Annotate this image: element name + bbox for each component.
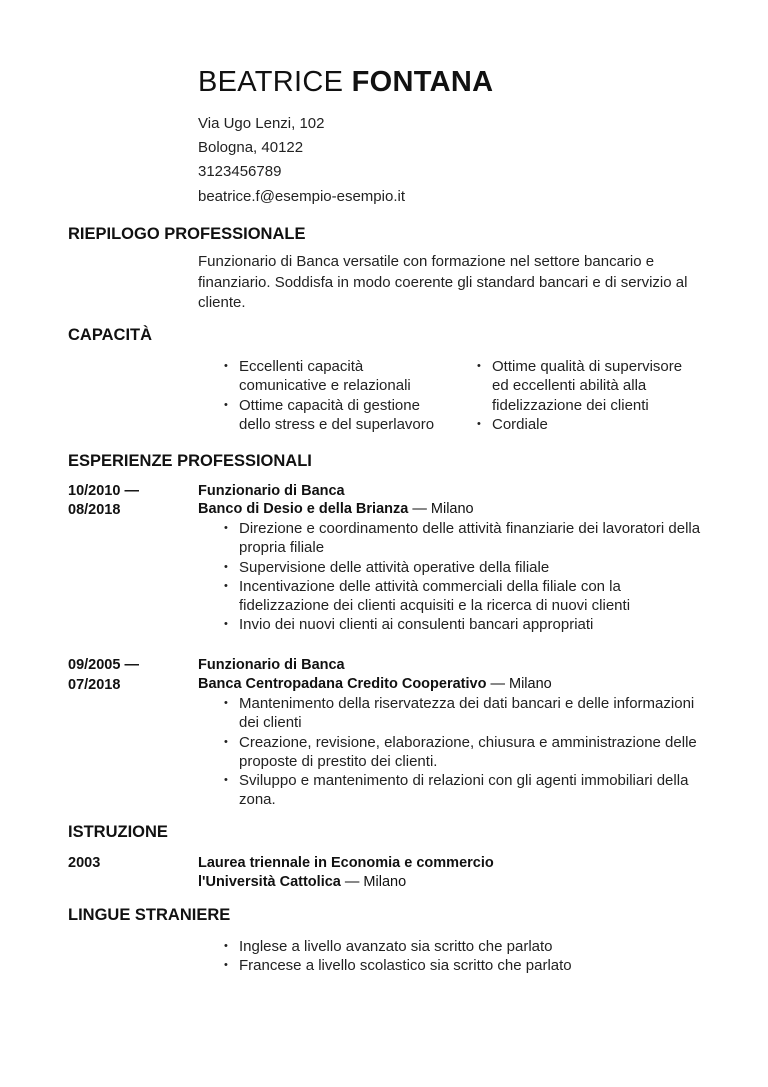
education-year: 2003 — [68, 855, 101, 871]
education-degree: Laurea triennale in Economia e commercio — [198, 855, 494, 871]
skills-list-right — [474, 357, 702, 434]
summary-text: Funzionario di Banca versatile con formazione nel settore bancario e finanziario. Soddisfa in modo coerente gli standard bancari e di servizio al cliente. — [198, 253, 688, 311]
job-1-date-end: 08/2018 — [68, 502, 121, 518]
last-name: FONTANA — [351, 66, 494, 98]
list-item: • Francese a livello scolastico sia scritto che parlato — [221, 956, 711, 975]
education-school: l'Università Cattolica — [198, 874, 341, 890]
city: Bologna, 40122 — [198, 139, 304, 156]
candidate-name — [198, 66, 493, 99]
list-item: • Direzione e coordinamento delle attività finanziarie dei lavoratori della propria filiale — [221, 519, 711, 558]
job-2-date-end: 07/2018 — [68, 677, 121, 693]
job-1-bullets — [221, 519, 711, 635]
summary-heading: RIEPILOGO PROFESSIONALE — [68, 225, 306, 243]
job-2-location: — Milano — [490, 676, 552, 692]
first-name: BEATRICE — [198, 66, 344, 98]
experience-heading: ESPERIENZE PROFESSIONALI — [68, 452, 312, 470]
list-item: • Sviluppo e mantenimento di relazioni con gli agenti immobiliari della zona. — [221, 771, 711, 810]
list-item: • Cordiale — [474, 415, 702, 434]
languages-list — [221, 937, 711, 976]
job-1-location: — Milano — [412, 501, 474, 517]
list-item: • Creazione, revisione, elaborazione, chiusura e amministrazione delle proposte di prestito dei clienti. — [221, 733, 711, 772]
job-2-company-line — [198, 675, 552, 693]
list-item: • Mantenimento della riservatezza dei dati bancari e delle informazioni dei clienti — [221, 694, 711, 733]
job-1-company-line — [198, 500, 474, 518]
job-2-date-start: 09/2005 — — [68, 657, 139, 673]
skills-heading: CAPACITÀ — [68, 326, 153, 344]
job-2-company: Banca Centropadana Credito Cooperativo — [198, 676, 487, 692]
address: Via Ugo Lenzi, 102 — [198, 115, 325, 132]
list-item: • Ottime capacità di gestione dello stress e del superlavoro — [221, 396, 436, 435]
list-item: • Eccellenti capacità comunicative e relazionali — [221, 357, 436, 396]
education-heading: ISTRUZIONE — [68, 823, 168, 841]
list-item: • Incentivazione delle attività commerciali della filiale con la fidelizzazione dei clienti acquisiti e la ricerca di nuovi clienti — [221, 577, 711, 616]
list-item: • Invio dei nuovi clienti ai consulenti bancari appropriati — [221, 615, 711, 634]
skills-list-left — [221, 357, 436, 434]
email: beatrice.f@esempio-esempio.it — [198, 188, 405, 205]
list-item: • Ottime qualità di supervisore ed eccellenti abilità alla fidelizzazione dei clienti — [474, 357, 702, 415]
languages-heading: LINGUE STRANIERE — [68, 906, 231, 924]
education-location: — Milano — [344, 874, 407, 890]
job-2-bullets — [221, 694, 711, 810]
job-1-company: Banco di Desio e della Brianza — [198, 501, 409, 517]
job-1-date-start: 10/2010 — — [68, 483, 139, 499]
job-2-role: Funzionario di Banca — [198, 657, 345, 673]
list-item: • Inglese a livello avanzato sia scritto che parlato — [221, 937, 711, 956]
job-1-role: Funzionario di Banca — [198, 483, 345, 499]
phone: 3123456789 — [198, 163, 282, 180]
education-school-line — [198, 873, 406, 891]
list-item: • Supervisione delle attività operative della filiale — [221, 558, 711, 577]
